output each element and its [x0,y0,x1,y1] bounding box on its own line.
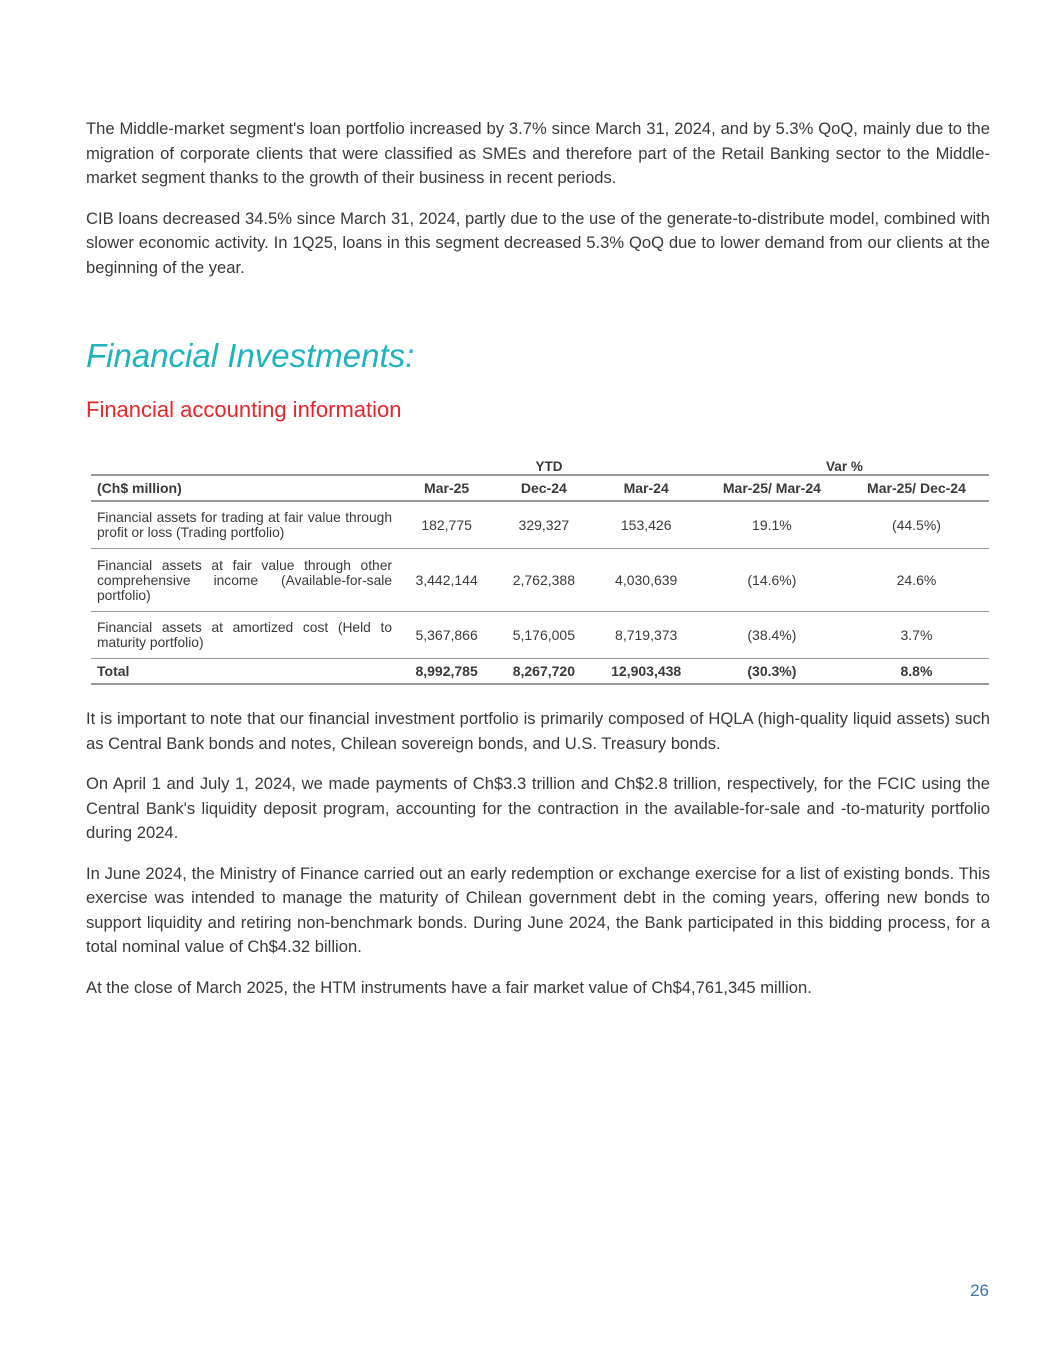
total-value: (30.3%) [700,659,844,685]
total-value: 8,992,785 [398,659,495,685]
col-header-mar24: Mar-24 [592,475,699,501]
col-header-mar25: Mar-25 [398,475,495,501]
table-row [91,549,989,612]
total-value: 8.8% [844,659,989,685]
cell-value: 8,719,373 [592,612,699,659]
cell-value: 5,176,005 [495,612,592,659]
cell-value: 19.1% [700,501,844,549]
table-group-header-row [91,450,989,475]
cell-value: 153,426 [592,501,699,549]
cell-value: 5,367,866 [398,612,495,659]
paragraph-cib-loans: CIB loans decreased 34.5% since March 31, 2024, partly due to the use of the generate-to-distribute model, combined with slower economic activity. In 1Q25, loans in this segment decreased 5.3% QoQ due to lower demand from our clients at the beginning of the year. [86,208,990,277]
financial-investments-table [91,450,989,685]
cell-value: 2,762,388 [495,549,592,612]
cell-value: 3,442,144 [398,549,495,612]
group-var: Var % [826,459,863,474]
cell-value: 182,775 [398,501,495,549]
group-ytd: YTD [535,459,563,474]
total-label: Total [91,659,398,685]
col-header-var-qoq: Mar-25/ Dec-24 [844,475,989,501]
total-value: 12,903,438 [592,659,699,685]
row-label: Financial assets for trading at fair value through profit or loss (Trading portfolio) [91,501,398,549]
cell-value: 329,327 [495,501,592,549]
cell-value: 24.6% [844,549,989,612]
cell-value: 3.7% [844,612,989,659]
paragraph-ministry-finance: In June 2024, the Ministry of Finance carried out an early redemption or exchange exercise for a list of existing bonds. This exercise was intended to manage the maturity of Chilean government debt in the coming years, offering new bonds to support liquidity and retiring non-benchmark bonds. During June 2024, the Bank participated in this bidding process, for a total nominal value of Ch$4.32 billion. [86,863,990,956]
subsection-title: Financial accounting information [86,397,402,422]
cell-value: (38.4%) [700,612,844,659]
col-header-unit: (Ch$ million) [91,475,398,501]
paragraph-htm-value: At the close of March 2025, the HTM instruments have a fair market value of Ch$4,761,345 million. [86,977,812,997]
paragraph-hqla: It is important to note that our financial investment portfolio is primarily composed of HQLA (high-quality liquid assets) such as Central Bank bonds and notes, Chilean sovereign bonds, and U.S. Treasury bonds. [86,709,990,753]
table-row [91,501,989,549]
table-header-row [91,475,989,501]
cell-value: (14.6%) [700,549,844,612]
paragraph-fcic-payments: On April 1 and July 1, 2024, we made payments of Ch$3.3 trillion and Ch$2.8 trillion, respectively, for the FCIC using the Central Bank's liquidity deposit program, accounting for the contraction in the available-for-sale and -to-maturity portfolio during 2024. [86,774,990,842]
page-number: 26 [970,1281,989,1300]
table-row [91,612,989,659]
table-total-row [91,659,989,685]
row-label: Financial assets at fair value through other comprehensive income (Available-for-sale portfolio) [91,549,398,612]
col-header-var-yoy: Mar-25/ Mar-24 [700,475,844,501]
cell-value: (44.5%) [844,501,989,549]
section-title: Financial Investments: [86,337,415,374]
row-label: Financial assets at amortized cost (Held to maturity portfolio) [91,612,398,659]
paragraph-middle-market: The Middle-market segment's loan portfolio increased by 3.7% since March 31, 2024, and by 5.3% QoQ, mainly due to the migration of corporate clients that were classified as SMEs and therefore part of the Retail Banking sector to the Middle-market segment thanks to the growth of their business in recent periods. [86,119,990,187]
col-header-dec24: Dec-24 [495,475,592,501]
cell-value: 4,030,639 [592,549,699,612]
total-value: 8,267,720 [495,659,592,685]
page-content [86,117,990,1016]
